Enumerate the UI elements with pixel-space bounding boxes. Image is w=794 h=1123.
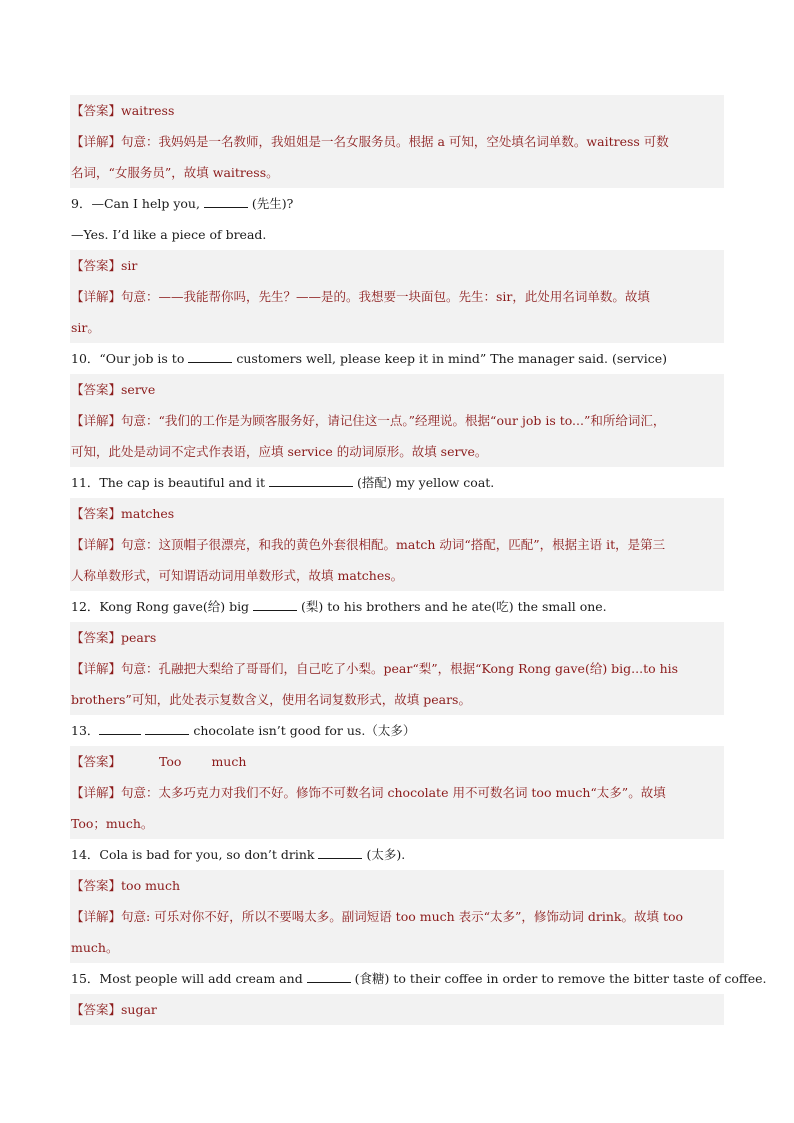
fill-blank	[99, 721, 141, 735]
detail-tag: 【详解】	[71, 289, 122, 304]
detail-text: 句意：孔融把大梨给了哥哥们，自己吃了小梨。pear“梨”，根据“Kong Rong gave(给) big...to his	[121, 661, 679, 676]
question-15	[70, 963, 767, 994]
question-text: 9．—Can I help you,	[71, 196, 200, 211]
question-text: (先生)?	[251, 196, 294, 211]
detail-tag: 【详解】	[71, 413, 122, 428]
detail-tag: 【详解】	[71, 134, 122, 149]
question-text: 12．Kong Rong gave(给) big	[71, 599, 250, 614]
detail-line	[70, 653, 724, 684]
answer-line	[70, 374, 724, 405]
detail-text: 句意: 可乐对你不好，所以不要喝太多。副词短语 too much 表示“太多”，修饰动词 drink。故填 too	[121, 909, 684, 924]
detail-line: much。	[70, 932, 724, 963]
answer-line	[70, 622, 724, 653]
fill-blank	[204, 194, 248, 208]
detail-line	[70, 281, 724, 312]
detail-line	[70, 126, 724, 157]
detail-line: sir。	[70, 312, 724, 343]
question-14	[70, 839, 724, 870]
question-text: 14．Cola is bad for you, so don’t drink	[71, 847, 315, 862]
fill-blank	[318, 845, 362, 859]
question-text: (食糖) to their coffee in order to remove the bitter taste of coffee.	[354, 971, 767, 986]
question-text: (太多).	[366, 847, 406, 862]
question-text: 11．The cap is beautiful and it	[71, 475, 266, 490]
fill-blank	[145, 721, 189, 735]
answer-line	[70, 95, 724, 126]
answer-tag: 【答案】	[71, 382, 122, 397]
answer-tag: 【答案】	[71, 258, 122, 273]
question-text: (梨) to his brothers and he ate(吃) the small one.	[301, 599, 607, 614]
question-9-reply: —Yes. I’d like a piece of bread.	[71, 227, 267, 242]
detail-line: brothers”可知，此处表示复数含义，使用名词复数形式，故填 pears。	[70, 684, 724, 715]
answer-text: sir	[121, 258, 138, 273]
detail-line	[70, 777, 724, 808]
detail-text: 句意：“我们的工作是为顾客服务好，请记住这一点。”经理说。根据“our job is to...”和所给词汇，	[121, 413, 666, 428]
detail-line	[70, 529, 724, 560]
detail-text: 句意：这顶帽子很漂亮，和我的黄色外套很相配。match 动词“搭配，匹配”，根据主语 it，是第三	[121, 537, 666, 552]
question-11	[70, 467, 724, 498]
detail-tag: 【详解】	[71, 785, 122, 800]
answer-line	[70, 870, 724, 901]
detail-line: 名词，“女服务员”，故填 waitress。	[70, 157, 724, 188]
answer-tag: 【答案】	[71, 754, 122, 769]
fill-blank	[188, 349, 232, 363]
answer-text: serve	[121, 382, 156, 397]
detail-line	[70, 901, 724, 932]
question-text: customers well, please keep it in mind” The manager said. (service)	[236, 351, 667, 366]
question-text: (搭配) my yellow coat.	[357, 475, 495, 490]
question-12	[70, 591, 724, 622]
detail-tag: 【详解】	[71, 909, 122, 924]
detail-line: Too；much。	[70, 808, 724, 839]
detail-line: 人称单数形式，可知谓语动词用单数形式，故填 matches。	[70, 560, 724, 591]
detail-line: 可知，此处是动词不定式作表语，应填 service 的动词原形。故填 serve。	[70, 436, 724, 467]
answer-text: matches	[121, 506, 175, 521]
question-text: 13．	[71, 723, 100, 738]
detail-tag: 【详解】	[71, 537, 122, 552]
detail-text: 句意：——我能帮你吗，先生？——是的。我想要一块面包。先生：sir，此处用名词单数。故填	[121, 289, 650, 304]
fill-blank	[253, 597, 297, 611]
answer-text: much	[211, 754, 247, 769]
answer-line	[70, 746, 724, 777]
answer-text: waitress	[121, 103, 175, 118]
detail-tag: 【详解】	[71, 661, 122, 676]
answer-tag: 【答案】	[71, 878, 122, 893]
fill-blank	[269, 473, 353, 487]
answer-tag: 【答案】	[71, 103, 122, 118]
question-10	[70, 343, 724, 374]
answer-text: pears	[121, 630, 157, 645]
answer-text: Too	[159, 754, 182, 769]
answer-line	[70, 994, 724, 1025]
answer-tag: 【答案】	[71, 506, 122, 521]
answer-tag: 【答案】	[71, 630, 122, 645]
question-13	[70, 715, 724, 746]
question-text: 15．Most people will add cream and	[71, 971, 303, 986]
question-9	[70, 188, 724, 219]
answer-text: too much	[121, 878, 181, 893]
answer-text: sugar	[121, 1002, 157, 1017]
detail-line	[70, 405, 724, 436]
answer-line	[70, 250, 724, 281]
answer-line	[70, 498, 724, 529]
detail-text: 句意：太多巧克力对我们不好。修饰不可数名词 chocolate 用不可数名词 too much“太多”。故填	[121, 785, 666, 800]
fill-blank	[307, 969, 351, 983]
question-text: chocolate isn’t good for us.（太多）	[193, 723, 416, 738]
question-text: 10．“Our job is to	[71, 351, 185, 366]
answer-tag: 【答案】	[71, 1002, 122, 1017]
answer-content	[70, 95, 767, 1025]
detail-text: 句意：我妈妈是一名教师，我姐姐是一名女服务员。根据 a 可知，空处填名词单数。waitress 可数	[121, 134, 669, 149]
